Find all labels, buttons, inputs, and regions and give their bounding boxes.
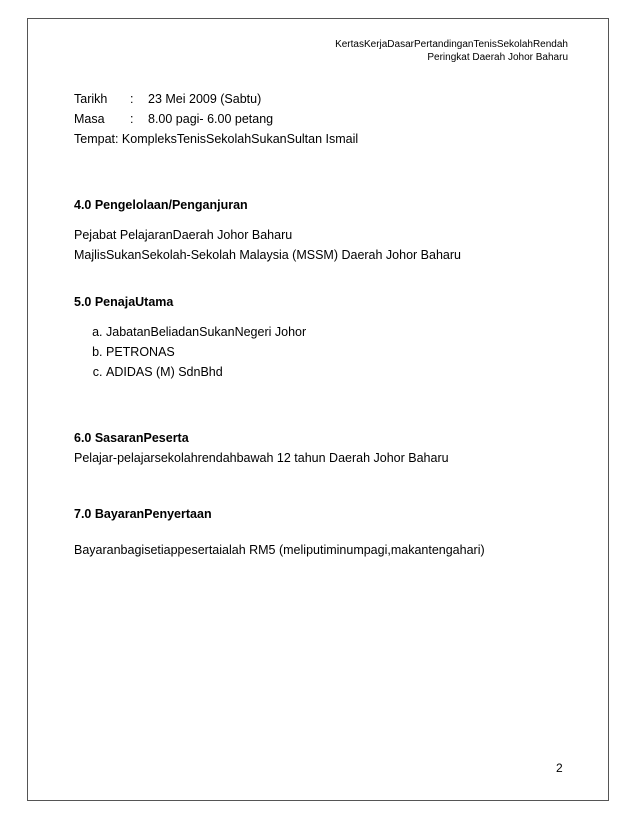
list-item: c. ADIDAS (M) SdnBhd (106, 362, 574, 382)
list-item: a. JabatanBeliadanSukanNegeri Johor (106, 322, 574, 342)
masa-value: 8.00 pagi- 6.00 petang (148, 112, 274, 126)
list-item: b. PETRONAS (106, 342, 574, 362)
tempat-row: Tempat: KompleksTenisSekolahSukanSultan Ismail (74, 132, 359, 146)
section-4-line-2: MajlisSukanSekolah-Sekolah Malaysia (MSSM) Daerah Johor Baharu (74, 248, 461, 262)
tarikh-value: 23 Mei 2009 (Sabtu) (148, 92, 262, 106)
header-line-2: Peringkat Daerah Johor Baharu (427, 52, 568, 63)
tarikh-row (74, 89, 574, 109)
section-5-title: 5.0 PenajaUtama (74, 295, 174, 309)
masa-row (74, 109, 574, 129)
section-4-line-1: Pejabat PelajaranDaerah Johor Baharu (74, 228, 293, 242)
section-6-title: 6.0 SasaranPeserta (74, 431, 189, 445)
section-6-line-1: Pelajar-pelajarsekolahrendahbawah 12 tahun Daerah Johor Baharu (74, 451, 449, 465)
page-content (74, 89, 574, 560)
masa-label: Masa (74, 112, 105, 126)
section-7-line-1: Bayaranbagisetiappesertaialah RM5 (meliputiminumpagi,makantengahari) (74, 543, 485, 557)
page-header (335, 38, 568, 64)
tarikh-label: Tarikh (74, 92, 108, 106)
header-line-1: KertasKerjaDasarPertandinganTenisSekolahRendah (335, 39, 568, 50)
sponsor-list (74, 322, 574, 382)
page-number: 2 (556, 761, 563, 775)
colon: : (130, 92, 134, 106)
section-7-title: 7.0 BayaranPenyertaan (74, 507, 212, 521)
colon: : (130, 112, 134, 126)
section-4-title: 4.0 Pengelolaan/Penganjuran (74, 198, 248, 212)
